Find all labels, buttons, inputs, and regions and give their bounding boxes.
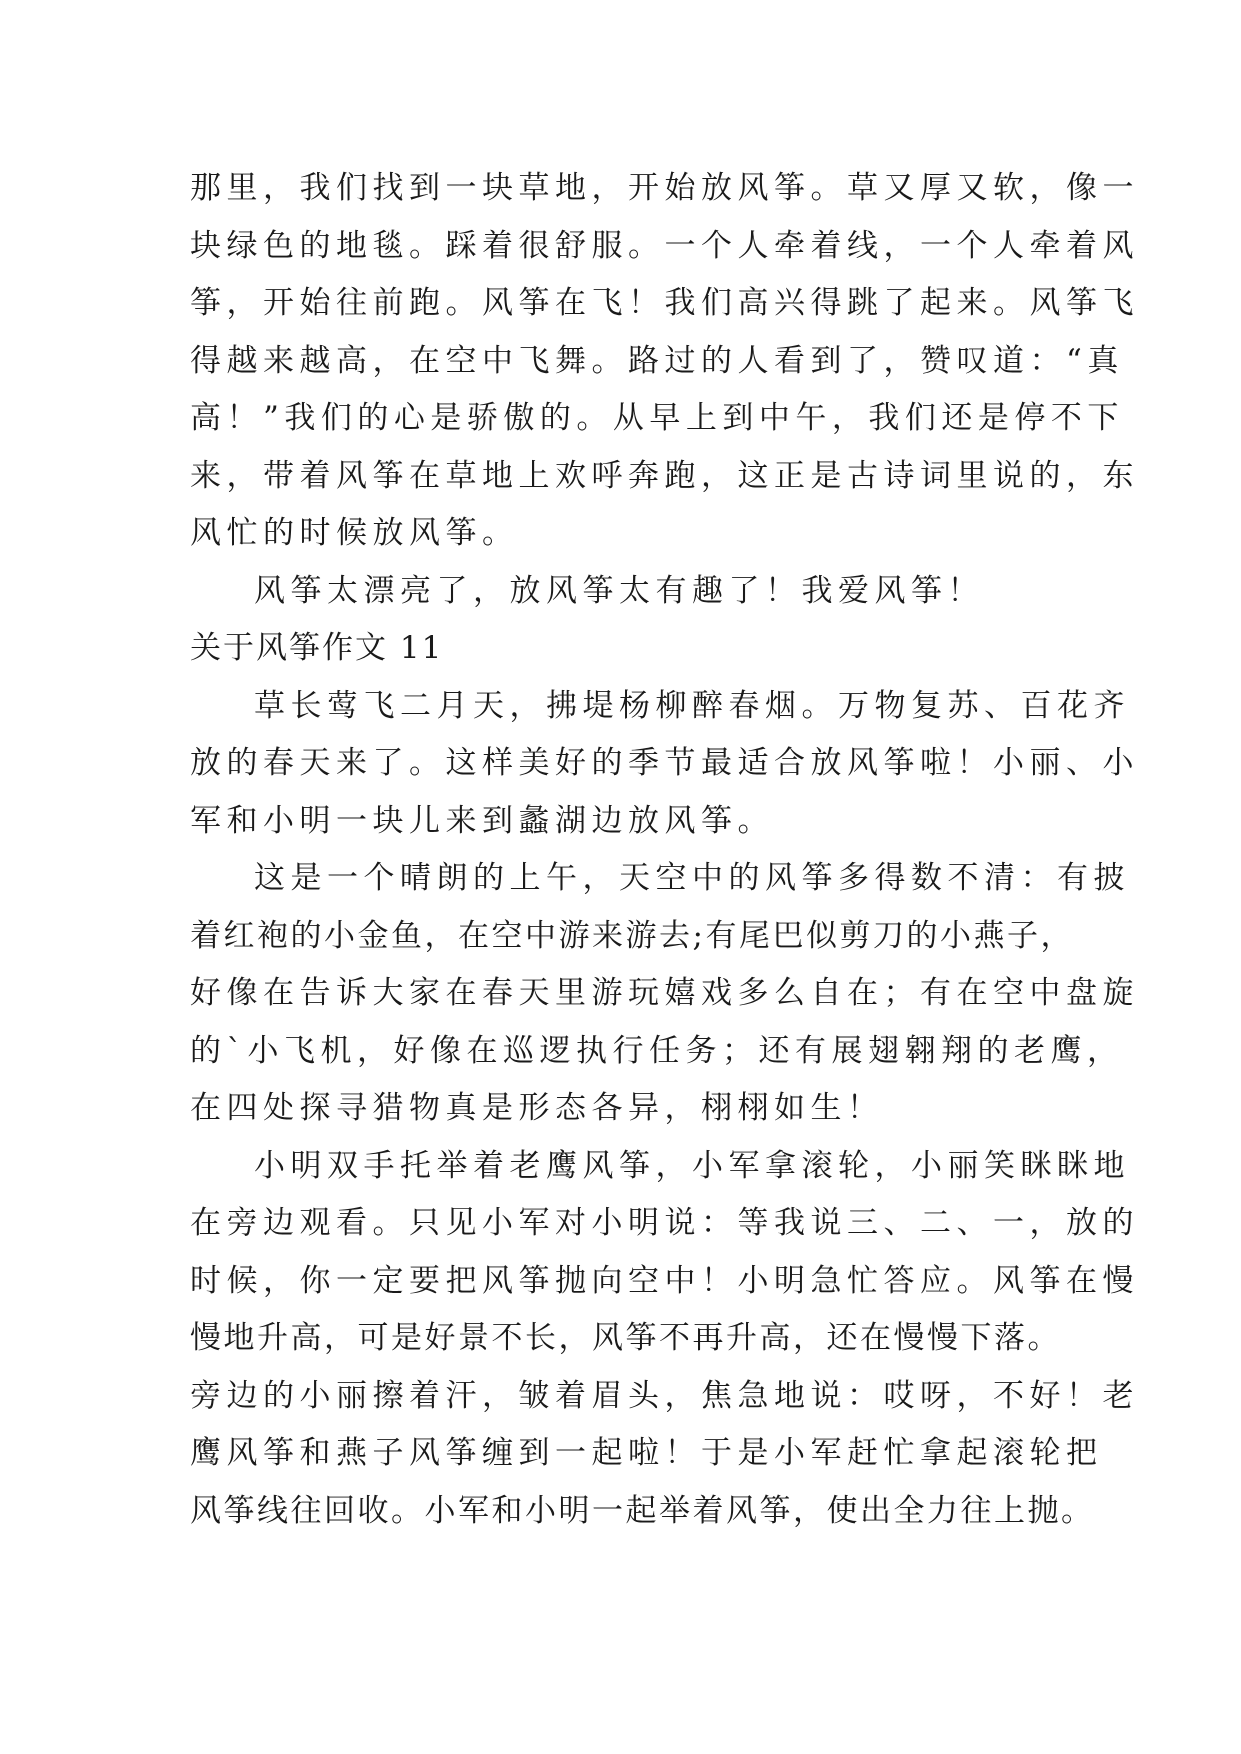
- text-line: 好像在告诉大家在春天里游玩嬉戏多么自在；有在空中盘旋: [190, 975, 1139, 1011]
- text-line: 风筝线往回收。小军和小明一起举着风筝，使出全力往上抛。: [190, 1492, 1095, 1529]
- text-line: 的`小飞机，好像在巡逻执行任务；还有展翅翱翔的老鹰，: [190, 1032, 1124, 1069]
- text-line: 慢地升高，可是好景不长，风筝不再升高，还在慢慢下落。: [190, 1320, 1061, 1356]
- text-line: 时候，你一定要把风筝抛向空中！小明急忙答应。风筝在慢: [190, 1262, 1139, 1299]
- text-line: 来，带着风筝在草地上欢呼奔跑，这正是古诗词里说的，东: [190, 457, 1139, 494]
- text-line: 鹰风筝和燕子风筝缠到一起啦！于是小军赶忙拿起滚轮把: [190, 1435, 1103, 1471]
- text-line: 着红袍的小金鱼，在空中游来游去;有尾巴似剪刀的小燕子，: [190, 917, 1074, 954]
- text-line: 在旁边观看。只见小军对小明说：等我说三、二、一，放的: [190, 1205, 1139, 1241]
- paragraph-first-line: 草长莺飞二月天，拂堤杨柳醉春烟。万物复苏、百花齐: [254, 687, 1130, 724]
- paragraph-first-line: 风筝太漂亮了，放风筝太有趣了！我爱风筝！: [254, 572, 984, 609]
- text-line: 得越来越高，在空中飞舞。路过的人看到了，赞叹道：“真: [190, 342, 1124, 379]
- text-line: 风忙的时候放风筝。: [190, 515, 519, 551]
- essay-body: [190, 160, 1139, 1540]
- paragraph-first-line: 这是一个晴朗的上午，天空中的风筝多得数不清：有披: [254, 860, 1130, 896]
- text-line: 筝，开始往前跑。风筝在飞！我们高兴得跳了起来。风筝飞: [190, 285, 1139, 321]
- text-line: 放的春天来了。这样美好的季节最适合放风筝啦！小丽、小: [190, 745, 1139, 781]
- text-line: 那里，我们找到一块草地，开始放风筝。草又厚又软，像一: [190, 170, 1139, 206]
- text-line: 旁边的小丽擦着汗，皱着眉头，焦急地说：哎呀，不好！老: [190, 1377, 1139, 1414]
- text-line: 军和小明一块儿来到蠡湖边放风筝。: [190, 802, 774, 839]
- text-line: 块绿色的地毯。踩着很舒服。一个人牵着线，一个人牵着风: [190, 227, 1139, 264]
- text-line: 在四处探寻猎物真是形态各异，栩栩如生！: [190, 1090, 884, 1126]
- paragraph-first-line: 小明双手托举着老鹰风筝，小军拿滚轮，小丽笑眯眯地: [254, 1147, 1130, 1184]
- section-heading: 关于风筝作文 11: [190, 630, 444, 666]
- text-line: 高！”我们的心是骄傲的。从早上到中午，我们还是停不下: [190, 400, 1124, 436]
